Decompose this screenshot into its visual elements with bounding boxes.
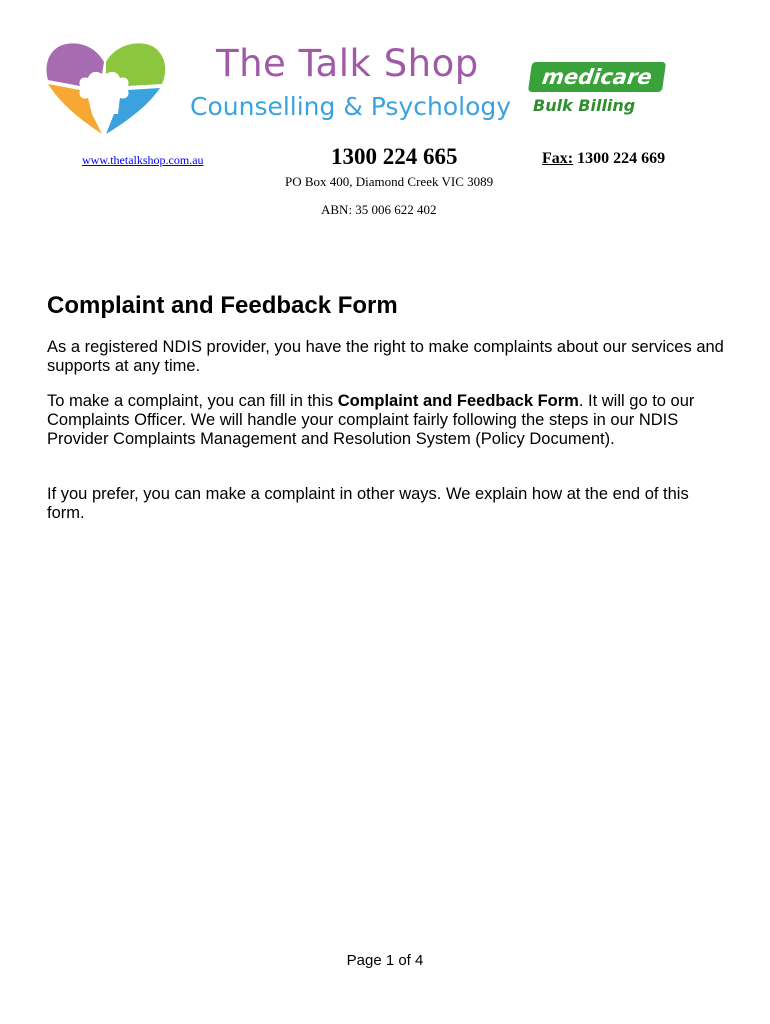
form-title: Complaint and Feedback Form [47, 292, 398, 319]
brand-title: The Talk Shop [216, 42, 479, 85]
medicare-logo-text: medicare [540, 65, 654, 89]
alternatives-paragraph: If you prefer, you can make a complaint in other ways. We explain how at the end of this form. [47, 485, 689, 522]
instructions-text-end: . It will go to our Complaints Officer. We will handle your complaint fairly following the steps in our NDIS Provider Complaints Management and Resolution System (Policy Document). [47, 392, 695, 448]
heart-green-piece [106, 43, 165, 86]
page-number: Page 1 of 4 [346, 952, 424, 969]
heart-purple-piece [47, 43, 105, 86]
fax-number: 1300 224 669 [577, 150, 666, 167]
instructions-text-start: To make a complaint, you can fill in this [47, 392, 338, 410]
fax-line [542, 150, 665, 168]
heart-center-white [90, 80, 122, 114]
fax-label: Fax: [542, 150, 574, 167]
puzzle-heart-icon [44, 40, 168, 138]
postal-address: PO Box 400, Diamond Creek VIC 3089 [285, 174, 494, 189]
instructions-paragraph [47, 392, 727, 449]
medicare-logo [528, 62, 666, 92]
website-link[interactable]: www.thetalkshop.com.au [82, 153, 204, 167]
bulk-billing-label: Bulk Billing [533, 96, 636, 115]
phone-number: 1300 224 665 [331, 144, 458, 169]
intro-paragraph: As a registered NDIS provider, you have the right to make complaints about our services and supports at any time. [47, 338, 724, 375]
abn-number: ABN: 35 006 622 402 [321, 202, 437, 217]
brand-subtitle: Counselling & Psychology [190, 92, 512, 121]
form-name-bold: Complaint and Feedback Form [337, 392, 579, 410]
